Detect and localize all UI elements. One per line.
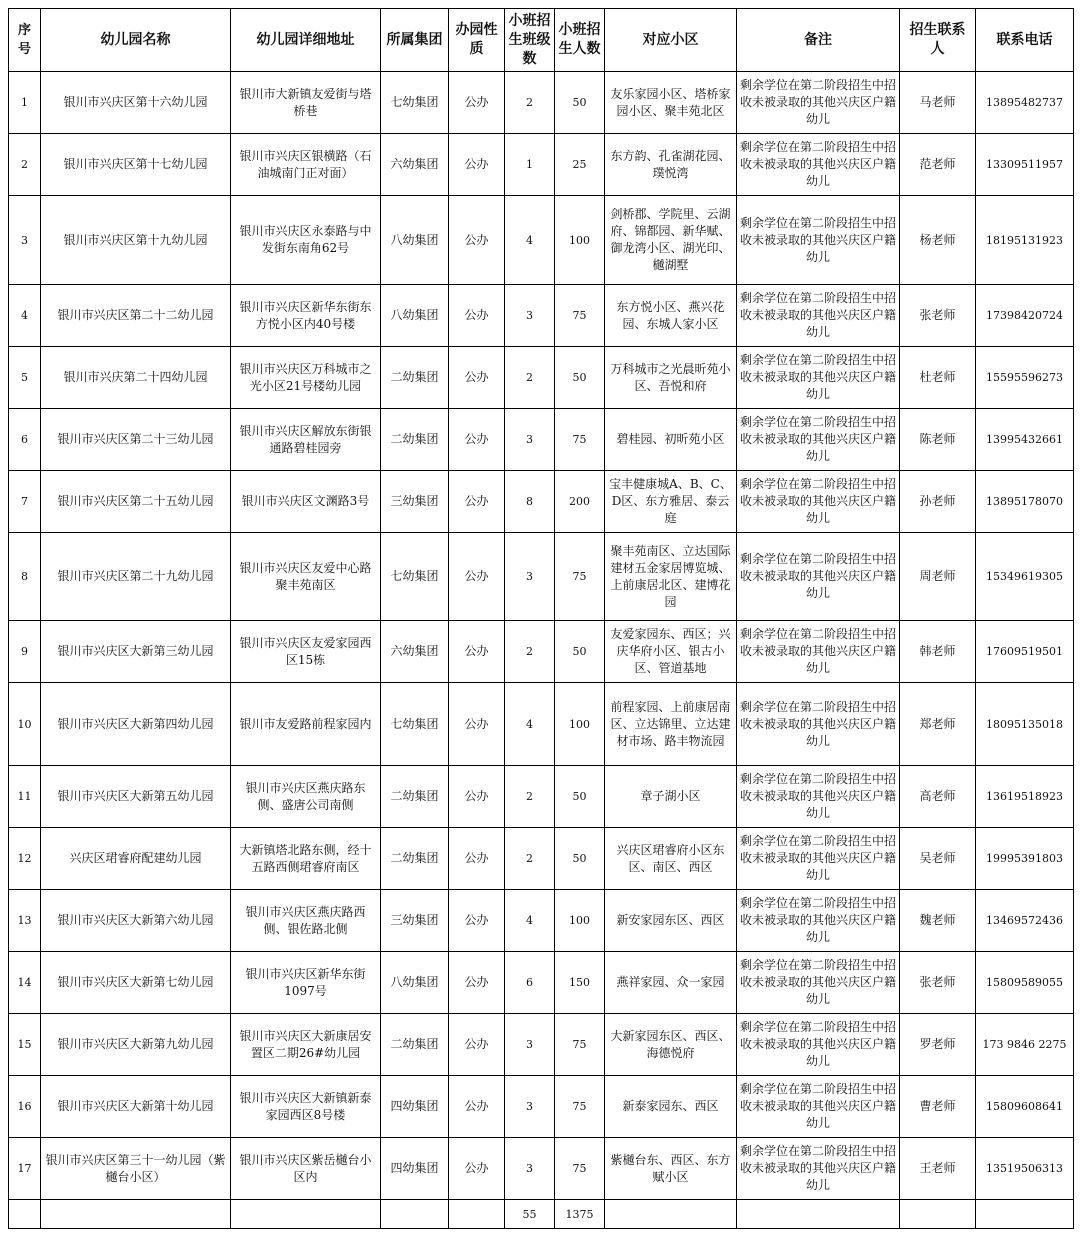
cell-nature: 公办 bbox=[449, 1014, 505, 1076]
total-classes: 55 bbox=[505, 1200, 555, 1229]
cell-nature: 公办 bbox=[449, 828, 505, 890]
cell-classes: 3 bbox=[505, 409, 555, 471]
table-row bbox=[9, 471, 1074, 533]
header-count: 小班招生人数 bbox=[555, 9, 605, 72]
table-row bbox=[9, 347, 1074, 409]
cell-contact: 魏老师 bbox=[900, 890, 976, 952]
table-row bbox=[9, 621, 1074, 683]
header-remark: 备注 bbox=[737, 9, 900, 72]
cell-seq: 9 bbox=[9, 621, 41, 683]
cell-remark: 剩余学位在第二阶段招生中招收未被录取的其他兴庆区户籍幼儿 bbox=[737, 828, 900, 890]
cell-community: 紫樾台东、西区、东方赋小区 bbox=[605, 1138, 737, 1200]
cell-contact: 张老师 bbox=[900, 285, 976, 347]
header-phone: 联系电话 bbox=[976, 9, 1074, 72]
cell-phone: 15809608641 bbox=[976, 1076, 1074, 1138]
cell-community: 剑桥郡、学院里、云湖府、锦都园、新华赋、御龙湾小区、湖光印、樾湖墅 bbox=[605, 196, 737, 285]
cell-remark: 剩余学位在第二阶段招生中招收未被录取的其他兴庆区户籍幼儿 bbox=[737, 471, 900, 533]
header-classes: 小班招生班级数 bbox=[505, 9, 555, 72]
cell-classes: 2 bbox=[505, 72, 555, 134]
cell-classes: 3 bbox=[505, 1076, 555, 1138]
cell-address: 银川市兴庆区友爱中心路聚丰苑南区 bbox=[231, 533, 381, 621]
cell-phone: 13469572436 bbox=[976, 890, 1074, 952]
cell-phone: 13895482737 bbox=[976, 72, 1074, 134]
cell-address: 大新镇塔北路东侧，经十五路西侧珺睿府南区 bbox=[231, 828, 381, 890]
cell-community: 新泰家园东、西区 bbox=[605, 1076, 737, 1138]
cell-community: 新安家园东区、西区 bbox=[605, 890, 737, 952]
total-cell-empty bbox=[900, 1200, 976, 1229]
cell-contact: 范老师 bbox=[900, 134, 976, 196]
cell-remark: 剩余学位在第二阶段招生中招收未被录取的其他兴庆区户籍幼儿 bbox=[737, 1076, 900, 1138]
cell-group: 七幼集团 bbox=[381, 683, 449, 766]
table-row bbox=[9, 72, 1074, 134]
cell-classes: 4 bbox=[505, 683, 555, 766]
cell-contact: 罗老师 bbox=[900, 1014, 976, 1076]
header-contact: 招生联系人 bbox=[900, 9, 976, 72]
cell-count: 150 bbox=[555, 952, 605, 1014]
cell-kindergarten-name: 银川市兴庆区大新第三幼儿园 bbox=[41, 621, 231, 683]
cell-classes: 2 bbox=[505, 347, 555, 409]
cell-contact: 张老师 bbox=[900, 952, 976, 1014]
table-row bbox=[9, 683, 1074, 766]
header-seq: 序号 bbox=[9, 9, 41, 72]
cell-address: 银川市兴庆区永泰路与中发街东南角62号 bbox=[231, 196, 381, 285]
cell-contact: 吴老师 bbox=[900, 828, 976, 890]
cell-group: 七幼集团 bbox=[381, 72, 449, 134]
cell-kindergarten-name: 银川市兴庆区大新第九幼儿园 bbox=[41, 1014, 231, 1076]
cell-remark: 剩余学位在第二阶段招生中招收未被录取的其他兴庆区户籍幼儿 bbox=[737, 621, 900, 683]
total-cell-empty bbox=[737, 1200, 900, 1229]
cell-seq: 12 bbox=[9, 828, 41, 890]
cell-count: 75 bbox=[555, 409, 605, 471]
cell-contact: 周老师 bbox=[900, 533, 976, 621]
table-row bbox=[9, 196, 1074, 285]
cell-address: 银川市兴庆区友爱家园西区15栋 bbox=[231, 621, 381, 683]
cell-group: 八幼集团 bbox=[381, 196, 449, 285]
cell-nature: 公办 bbox=[449, 683, 505, 766]
cell-classes: 4 bbox=[505, 196, 555, 285]
cell-community: 聚丰苑南区、立达国际建材五金家居博览城、上前康居北区、建博花园 bbox=[605, 533, 737, 621]
cell-address: 银川市兴庆区大新康居安置区二期26#幼儿园 bbox=[231, 1014, 381, 1076]
cell-group: 三幼集团 bbox=[381, 471, 449, 533]
cell-kindergarten-name: 银川市兴庆区第二十二幼儿园 bbox=[41, 285, 231, 347]
cell-community: 前程家园、上前康居南区、立达锦里、立达建材市场、路丰物流园 bbox=[605, 683, 737, 766]
table-row bbox=[9, 890, 1074, 952]
total-cell-empty bbox=[381, 1200, 449, 1229]
total-row bbox=[9, 1200, 1074, 1229]
kindergarten-enrollment-table bbox=[8, 8, 1074, 1229]
cell-phone: 18195131923 bbox=[976, 196, 1074, 285]
cell-seq: 7 bbox=[9, 471, 41, 533]
cell-group: 八幼集团 bbox=[381, 952, 449, 1014]
cell-remark: 剩余学位在第二阶段招生中招收未被录取的其他兴庆区户籍幼儿 bbox=[737, 347, 900, 409]
cell-address: 银川市兴庆区解放东街银通路碧桂园旁 bbox=[231, 409, 381, 471]
cell-community: 燕祥家园、众一家园 bbox=[605, 952, 737, 1014]
cell-address: 银川市兴庆区银横路（石油城南门正对面） bbox=[231, 134, 381, 196]
cell-classes: 1 bbox=[505, 134, 555, 196]
total-cell-empty bbox=[231, 1200, 381, 1229]
cell-phone: 173 9846 2275 bbox=[976, 1014, 1074, 1076]
header-row bbox=[9, 9, 1074, 72]
cell-seq: 5 bbox=[9, 347, 41, 409]
cell-group: 二幼集团 bbox=[381, 1014, 449, 1076]
cell-seq: 10 bbox=[9, 683, 41, 766]
cell-seq: 17 bbox=[9, 1138, 41, 1200]
cell-group: 六幼集团 bbox=[381, 621, 449, 683]
total-count: 1375 bbox=[555, 1200, 605, 1229]
cell-address: 银川市兴庆区文渊路3号 bbox=[231, 471, 381, 533]
cell-count: 100 bbox=[555, 196, 605, 285]
cell-nature: 公办 bbox=[449, 72, 505, 134]
cell-community: 大新家园东区、西区、海德悦府 bbox=[605, 1014, 737, 1076]
cell-contact: 孙老师 bbox=[900, 471, 976, 533]
cell-contact: 王老师 bbox=[900, 1138, 976, 1200]
cell-kindergarten-name: 银川市兴庆区第二十三幼儿园 bbox=[41, 409, 231, 471]
cell-address: 银川市兴庆区燕庆路西侧、银佐路北侧 bbox=[231, 890, 381, 952]
cell-nature: 公办 bbox=[449, 347, 505, 409]
cell-count: 100 bbox=[555, 683, 605, 766]
cell-nature: 公办 bbox=[449, 196, 505, 285]
cell-nature: 公办 bbox=[449, 952, 505, 1014]
cell-kindergarten-name: 银川市兴庆区第二十九幼儿园 bbox=[41, 533, 231, 621]
cell-count: 50 bbox=[555, 828, 605, 890]
cell-contact: 陈老师 bbox=[900, 409, 976, 471]
cell-kindergarten-name: 银川市兴庆区大新第四幼儿园 bbox=[41, 683, 231, 766]
cell-seq: 2 bbox=[9, 134, 41, 196]
table-row bbox=[9, 1014, 1074, 1076]
cell-kindergarten-name: 银川市兴庆区大新第六幼儿园 bbox=[41, 890, 231, 952]
table-body bbox=[9, 72, 1074, 1200]
cell-classes: 3 bbox=[505, 1014, 555, 1076]
cell-group: 二幼集团 bbox=[381, 828, 449, 890]
cell-nature: 公办 bbox=[449, 285, 505, 347]
table-row bbox=[9, 952, 1074, 1014]
cell-group: 三幼集团 bbox=[381, 890, 449, 952]
cell-community: 友爱家园东、西区；兴庆华府小区、银古小区、管道基地 bbox=[605, 621, 737, 683]
cell-phone: 13895178070 bbox=[976, 471, 1074, 533]
table-row bbox=[9, 134, 1074, 196]
cell-classes: 3 bbox=[505, 285, 555, 347]
cell-phone: 17398420724 bbox=[976, 285, 1074, 347]
cell-kindergarten-name: 银川市兴庆区大新第五幼儿园 bbox=[41, 766, 231, 828]
cell-remark: 剩余学位在第二阶段招生中招收未被录取的其他兴庆区户籍幼儿 bbox=[737, 1014, 900, 1076]
cell-nature: 公办 bbox=[449, 533, 505, 621]
cell-group: 七幼集团 bbox=[381, 533, 449, 621]
cell-kindergarten-name: 银川市兴庆区大新第十幼儿园 bbox=[41, 1076, 231, 1138]
cell-seq: 8 bbox=[9, 533, 41, 621]
cell-remark: 剩余学位在第二阶段招生中招收未被录取的其他兴庆区户籍幼儿 bbox=[737, 533, 900, 621]
total-cell-empty bbox=[41, 1200, 231, 1229]
cell-contact: 韩老师 bbox=[900, 621, 976, 683]
cell-contact: 杜老师 bbox=[900, 347, 976, 409]
cell-group: 四幼集团 bbox=[381, 1138, 449, 1200]
cell-remark: 剩余学位在第二阶段招生中招收未被录取的其他兴庆区户籍幼儿 bbox=[737, 285, 900, 347]
cell-address: 银川市兴庆区万科城市之光小区21号楼幼儿园 bbox=[231, 347, 381, 409]
cell-nature: 公办 bbox=[449, 766, 505, 828]
cell-kindergarten-name: 银川市兴庆区大新第七幼儿园 bbox=[41, 952, 231, 1014]
cell-address: 银川市兴庆区新华东街东方悦小区内40号楼 bbox=[231, 285, 381, 347]
cell-seq: 4 bbox=[9, 285, 41, 347]
cell-nature: 公办 bbox=[449, 471, 505, 533]
cell-kindergarten-name: 银川市兴庆区第十七幼儿园 bbox=[41, 134, 231, 196]
cell-count: 50 bbox=[555, 347, 605, 409]
cell-count: 75 bbox=[555, 533, 605, 621]
cell-nature: 公办 bbox=[449, 134, 505, 196]
cell-phone: 13309511957 bbox=[976, 134, 1074, 196]
table-row bbox=[9, 1138, 1074, 1200]
cell-remark: 剩余学位在第二阶段招生中招收未被录取的其他兴庆区户籍幼儿 bbox=[737, 196, 900, 285]
cell-nature: 公办 bbox=[449, 890, 505, 952]
header-community: 对应小区 bbox=[605, 9, 737, 72]
cell-community: 碧桂园、初昕苑小区 bbox=[605, 409, 737, 471]
cell-remark: 剩余学位在第二阶段招生中招收未被录取的其他兴庆区户籍幼儿 bbox=[737, 409, 900, 471]
cell-count: 100 bbox=[555, 890, 605, 952]
cell-group: 四幼集团 bbox=[381, 1076, 449, 1138]
cell-phone: 15349619305 bbox=[976, 533, 1074, 621]
cell-kindergarten-name: 银川市兴庆区第十九幼儿园 bbox=[41, 196, 231, 285]
header-group: 所属集团 bbox=[381, 9, 449, 72]
cell-count: 50 bbox=[555, 621, 605, 683]
cell-seq: 3 bbox=[9, 196, 41, 285]
cell-group: 二幼集团 bbox=[381, 347, 449, 409]
cell-kindergarten-name: 银川市兴庆区第三十一幼儿园（紫樾台小区） bbox=[41, 1138, 231, 1200]
cell-classes: 2 bbox=[505, 828, 555, 890]
header-name: 幼儿园名称 bbox=[41, 9, 231, 72]
cell-group: 二幼集团 bbox=[381, 766, 449, 828]
cell-phone: 19995391803 bbox=[976, 828, 1074, 890]
cell-phone: 15809589055 bbox=[976, 952, 1074, 1014]
cell-phone: 13995432661 bbox=[976, 409, 1074, 471]
cell-phone: 13619518923 bbox=[976, 766, 1074, 828]
table-row bbox=[9, 533, 1074, 621]
cell-remark: 剩余学位在第二阶段招生中招收未被录取的其他兴庆区户籍幼儿 bbox=[737, 952, 900, 1014]
cell-classes: 3 bbox=[505, 1138, 555, 1200]
total-cell-empty bbox=[9, 1200, 41, 1229]
cell-nature: 公办 bbox=[449, 1076, 505, 1138]
cell-seq: 16 bbox=[9, 1076, 41, 1138]
cell-address: 银川市兴庆区紫岳樾台小区内 bbox=[231, 1138, 381, 1200]
total-cell-empty bbox=[976, 1200, 1074, 1229]
total-cell-empty bbox=[605, 1200, 737, 1229]
cell-remark: 剩余学位在第二阶段招生中招收未被录取的其他兴庆区户籍幼儿 bbox=[737, 890, 900, 952]
table-row bbox=[9, 409, 1074, 471]
header-address: 幼儿园详细地址 bbox=[231, 9, 381, 72]
cell-count: 200 bbox=[555, 471, 605, 533]
cell-count: 75 bbox=[555, 1138, 605, 1200]
table-row bbox=[9, 828, 1074, 890]
cell-community: 东方悦小区、燕兴花园、东城人家小区 bbox=[605, 285, 737, 347]
cell-community: 章子湖小区 bbox=[605, 766, 737, 828]
cell-contact: 郑老师 bbox=[900, 683, 976, 766]
cell-count: 50 bbox=[555, 72, 605, 134]
header-nature: 办园性质 bbox=[449, 9, 505, 72]
cell-address: 银川市友爱路前程家园内 bbox=[231, 683, 381, 766]
cell-seq: 1 bbox=[9, 72, 41, 134]
cell-count: 75 bbox=[555, 1076, 605, 1138]
cell-classes: 8 bbox=[505, 471, 555, 533]
cell-remark: 剩余学位在第二阶段招生中招收未被录取的其他兴庆区户籍幼儿 bbox=[737, 683, 900, 766]
cell-kindergarten-name: 兴庆区珺睿府配建幼儿园 bbox=[41, 828, 231, 890]
cell-seq: 14 bbox=[9, 952, 41, 1014]
cell-seq: 15 bbox=[9, 1014, 41, 1076]
table-row bbox=[9, 766, 1074, 828]
cell-contact: 曹老师 bbox=[900, 1076, 976, 1138]
cell-seq: 11 bbox=[9, 766, 41, 828]
cell-community: 兴庆区珺睿府小区东区、南区、西区 bbox=[605, 828, 737, 890]
cell-address: 银川市大新镇友爱街与塔桥巷 bbox=[231, 72, 381, 134]
cell-seq: 13 bbox=[9, 890, 41, 952]
cell-address: 银川市兴庆区新华东街1097号 bbox=[231, 952, 381, 1014]
cell-nature: 公办 bbox=[449, 621, 505, 683]
cell-nature: 公办 bbox=[449, 1138, 505, 1200]
cell-group: 二幼集团 bbox=[381, 409, 449, 471]
cell-phone: 13519506313 bbox=[976, 1138, 1074, 1200]
cell-contact: 高老师 bbox=[900, 766, 976, 828]
cell-contact: 杨老师 bbox=[900, 196, 976, 285]
cell-phone: 17609519501 bbox=[976, 621, 1074, 683]
cell-seq: 6 bbox=[9, 409, 41, 471]
cell-remark: 剩余学位在第二阶段招生中招收未被录取的其他兴庆区户籍幼儿 bbox=[737, 134, 900, 196]
cell-kindergarten-name: 银川市兴庆区第十六幼儿园 bbox=[41, 72, 231, 134]
cell-phone: 18095135018 bbox=[976, 683, 1074, 766]
cell-count: 75 bbox=[555, 285, 605, 347]
cell-count: 75 bbox=[555, 1014, 605, 1076]
cell-community: 万科城市之光晨昕苑小区、吾悦和府 bbox=[605, 347, 737, 409]
cell-phone: 15595596273 bbox=[976, 347, 1074, 409]
cell-classes: 3 bbox=[505, 533, 555, 621]
cell-community: 宝丰健康城A、B、C、D区、东方雅居、泰云庭 bbox=[605, 471, 737, 533]
table-row bbox=[9, 285, 1074, 347]
cell-community: 东方韵、孔雀湖花园、璞悦湾 bbox=[605, 134, 737, 196]
cell-community: 友乐家园小区、塔桥家园小区、聚丰苑北区 bbox=[605, 72, 737, 134]
cell-address: 银川市兴庆区大新镇新泰家园西区8号楼 bbox=[231, 1076, 381, 1138]
cell-count: 50 bbox=[555, 766, 605, 828]
cell-remark: 剩余学位在第二阶段招生中招收未被录取的其他兴庆区户籍幼儿 bbox=[737, 1138, 900, 1200]
cell-kindergarten-name: 银川市兴庆第二十四幼儿园 bbox=[41, 347, 231, 409]
table-row bbox=[9, 1076, 1074, 1138]
cell-remark: 剩余学位在第二阶段招生中招收未被录取的其他兴庆区户籍幼儿 bbox=[737, 72, 900, 134]
cell-group: 八幼集团 bbox=[381, 285, 449, 347]
cell-classes: 2 bbox=[505, 621, 555, 683]
cell-group: 六幼集团 bbox=[381, 134, 449, 196]
total-cell-empty bbox=[449, 1200, 505, 1229]
cell-nature: 公办 bbox=[449, 409, 505, 471]
cell-remark: 剩余学位在第二阶段招生中招收未被录取的其他兴庆区户籍幼儿 bbox=[737, 766, 900, 828]
cell-kindergarten-name: 银川市兴庆区第二十五幼儿园 bbox=[41, 471, 231, 533]
cell-classes: 2 bbox=[505, 766, 555, 828]
cell-contact: 马老师 bbox=[900, 72, 976, 134]
cell-address: 银川市兴庆区燕庆路东侧、盛唐公司南侧 bbox=[231, 766, 381, 828]
cell-classes: 4 bbox=[505, 890, 555, 952]
cell-classes: 6 bbox=[505, 952, 555, 1014]
cell-count: 25 bbox=[555, 134, 605, 196]
